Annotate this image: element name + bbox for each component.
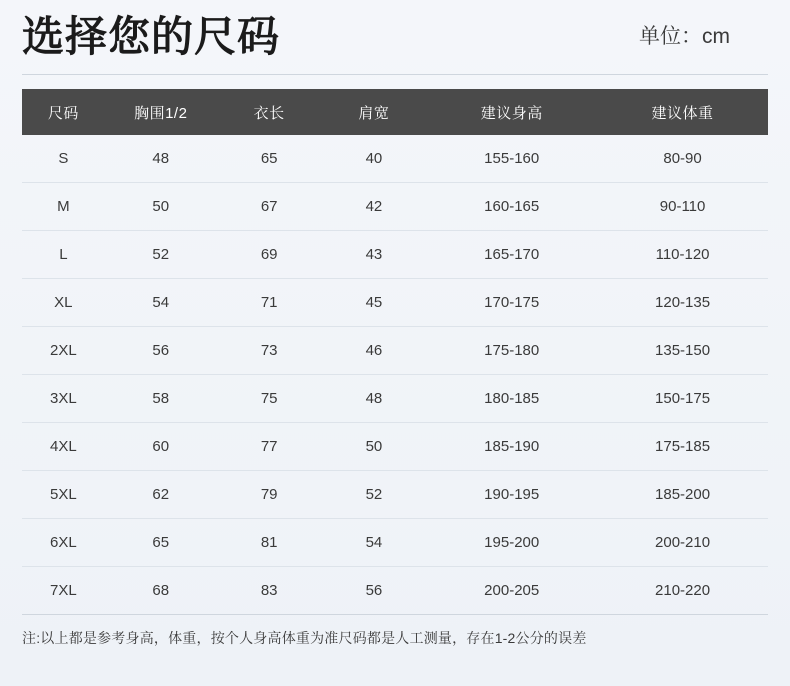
cell-size: 5XL [22, 471, 105, 519]
cell-bust: 58 [105, 375, 217, 423]
cell-height: 170-175 [426, 279, 597, 327]
cell-length: 65 [217, 135, 322, 183]
cell-shoulder: 52 [322, 471, 427, 519]
table-row [22, 519, 768, 567]
table-row [22, 375, 768, 423]
cell-height: 200-205 [426, 567, 597, 615]
cell-length: 67 [217, 183, 322, 231]
cell-height: 190-195 [426, 471, 597, 519]
cell-weight: 175-185 [597, 423, 768, 471]
page-header [22, 0, 768, 68]
header-divider [22, 74, 768, 75]
cell-height: 180-185 [426, 375, 597, 423]
size-table-body [22, 135, 768, 615]
cell-weight: 200-210 [597, 519, 768, 567]
table-header-row [22, 89, 768, 135]
cell-shoulder: 50 [322, 423, 427, 471]
table-row [22, 279, 768, 327]
table-row [22, 327, 768, 375]
cell-shoulder: 56 [322, 567, 427, 615]
cell-size: S [22, 135, 105, 183]
cell-weight: 120-135 [597, 279, 768, 327]
cell-weight: 90-110 [597, 183, 768, 231]
cell-size: XL [22, 279, 105, 327]
cell-shoulder: 46 [322, 327, 427, 375]
cell-bust: 48 [105, 135, 217, 183]
cell-weight: 80-90 [597, 135, 768, 183]
cell-height: 195-200 [426, 519, 597, 567]
column-header-shoulder: 肩宽 [322, 89, 427, 135]
column-header-height: 建议身高 [426, 89, 597, 135]
cell-size: 4XL [22, 423, 105, 471]
column-header-length: 衣长 [217, 89, 322, 135]
cell-height: 175-180 [426, 327, 597, 375]
cell-length: 71 [217, 279, 322, 327]
cell-bust: 60 [105, 423, 217, 471]
cell-weight: 150-175 [597, 375, 768, 423]
size-table-head [22, 89, 768, 135]
cell-size: 6XL [22, 519, 105, 567]
cell-bust: 54 [105, 279, 217, 327]
cell-bust: 52 [105, 231, 217, 279]
cell-height: 160-165 [426, 183, 597, 231]
cell-bust: 68 [105, 567, 217, 615]
cell-height: 185-190 [426, 423, 597, 471]
cell-length: 73 [217, 327, 322, 375]
page-title: 选择您的尺码 [22, 13, 281, 60]
cell-size: 3XL [22, 375, 105, 423]
cell-bust: 56 [105, 327, 217, 375]
column-header-bust: 胸围1/2 [105, 89, 217, 135]
cell-bust: 65 [105, 519, 217, 567]
cell-size: L [22, 231, 105, 279]
column-header-size: 尺码 [22, 89, 105, 135]
cell-length: 75 [217, 375, 322, 423]
table-row [22, 423, 768, 471]
cell-bust: 50 [105, 183, 217, 231]
cell-weight: 185-200 [597, 471, 768, 519]
table-row [22, 231, 768, 279]
cell-height: 155-160 [426, 135, 597, 183]
measurement-note: 注:以上都是参考身高，体重，按个人身高体重为准尺码都是人工测量，存在1-2公分的误差 [22, 630, 587, 647]
cell-weight: 210-220 [597, 567, 768, 615]
cell-shoulder: 54 [322, 519, 427, 567]
cell-length: 69 [217, 231, 322, 279]
cell-shoulder: 45 [322, 279, 427, 327]
table-row [22, 135, 768, 183]
cell-bust: 62 [105, 471, 217, 519]
unit-label: 单位：cm [639, 25, 730, 49]
cell-size: 2XL [22, 327, 105, 375]
cell-height: 165-170 [426, 231, 597, 279]
cell-size: 7XL [22, 567, 105, 615]
cell-length: 79 [217, 471, 322, 519]
cell-shoulder: 43 [322, 231, 427, 279]
table-row [22, 471, 768, 519]
cell-shoulder: 40 [322, 135, 427, 183]
cell-weight: 110-120 [597, 231, 768, 279]
column-header-weight: 建议体重 [597, 89, 768, 135]
cell-shoulder: 48 [322, 375, 427, 423]
cell-length: 81 [217, 519, 322, 567]
table-row [22, 567, 768, 615]
cell-shoulder: 42 [322, 183, 427, 231]
table-row [22, 183, 768, 231]
cell-length: 77 [217, 423, 322, 471]
cell-weight: 135-150 [597, 327, 768, 375]
cell-length: 83 [217, 567, 322, 615]
cell-size: M [22, 183, 105, 231]
size-table [22, 89, 768, 615]
